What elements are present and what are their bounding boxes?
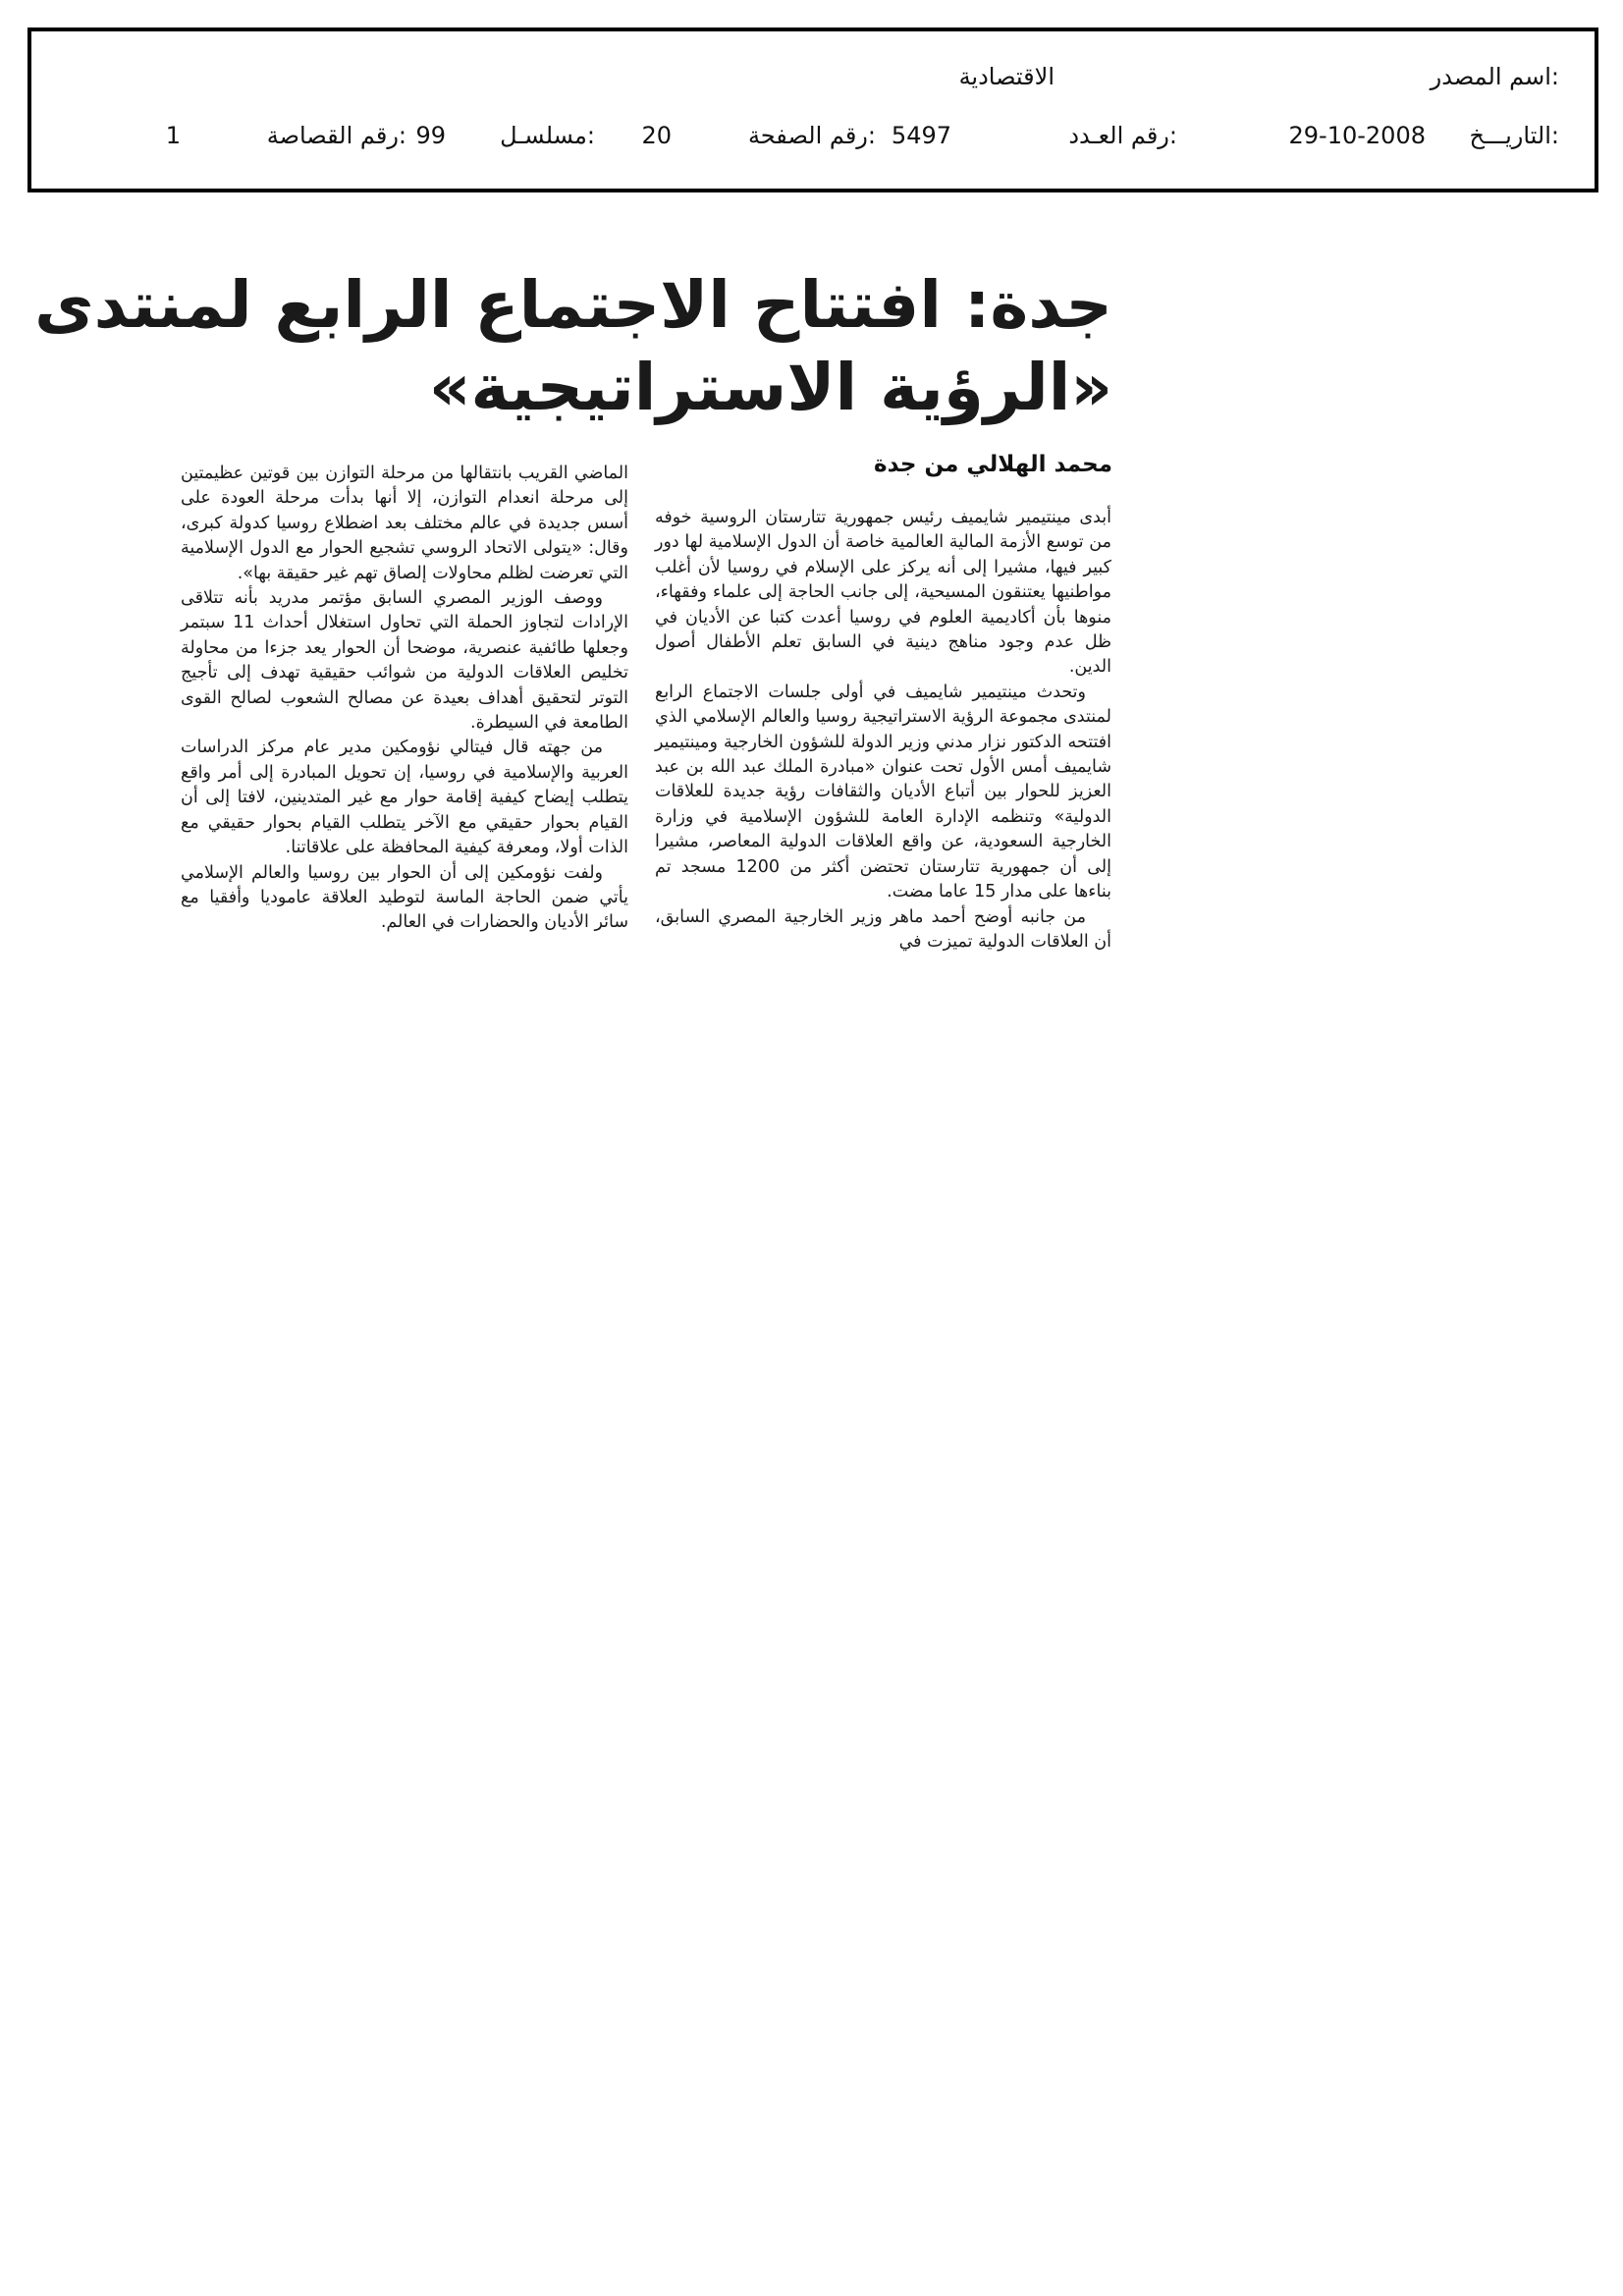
serial-value: 99 [415, 122, 446, 149]
paragraph: أبدى مينتيمير شايميف رئيس جمهورية تتارستان الروسية خوفه من توسع الأزمة المالية العالمية خاصة أن الدول الإسلامية لها دور كبير فيها، مشيرا إلى أنه يركز على الإسلام في روسيا لأن أغلب مواطنيها يعتنقون المسيحية، إلى جانب الحاجة إلى علماء وفقهاء، منوها بأن أكاديمية العلوم في روسيا أعدت كتبا عن الأديان في ظل عدم وجود مناهج دينية في السابق تعلم الأطفال أصول الدين. [655, 508, 1111, 678]
clipping-metadata-box [27, 27, 1598, 192]
issue-value: 5497 [891, 122, 951, 149]
date-value: 29-10-2008 [1288, 122, 1426, 149]
page-label: رقم الصفحة: [747, 122, 876, 149]
paragraph: ولفت نؤومكين إلى أن الحوار بين روسيا والعالم الإسلامي يأتي ضمن الحاجة الماسة لتوطيد العلاقة عاموديا وأفقيا مع سائر الأديان والحضارات في العالم. [181, 862, 628, 933]
paragraph: الماضي القريب بانتقالها من مرحلة التوازن بين قوتين عظيمتين إلى مرحلة انعدام التوازن، إلا أنها بدأت مرحلة العودة على أسس جديدة في عالم مختلف بعد اضطلاع روسيا كدولة كبرى، وقال: «يتولى الاتحاد الروسي تشجيع الحوار مع الدول الإسلامية التي تعرضت لظلم محاولات إلصاق تهم غير حقيقة بها». [181, 464, 628, 583]
article-byline: محمد الهلالي من جدة [874, 452, 1112, 477]
article-headline-line-2: «الرؤية الاستراتيجية» [428, 350, 1112, 425]
page-value: 20 [641, 122, 672, 149]
issue-label: رقم العـدد: [1068, 122, 1177, 149]
article-column-right [655, 506, 1111, 955]
date-label: التاريـــخ: [1469, 122, 1559, 149]
paragraph: ووصف الوزير المصري السابق مؤتمر مدريد بأنه تتلاقى الإرادات لتجاوز الحملة التي تحاول استغلال أحداث 11 سبتمر وجعلها طائفية عنصرية، موضحا أن الحوار يعد جزءا من محاولة تخليص العلاقات الدولية من شوائب حقيقية تهدف إلى تأجيج التوتر لتحقيق أهداف بعيدة عن مصالح الشعوب لصالح القوى الطامعة في السيطرة. [181, 588, 629, 734]
clip-number-value: 1 [165, 122, 181, 149]
source-label: اسم المصدر: [1430, 63, 1559, 90]
paragraph: من جانبه أوضح أحمد ماهر وزير الخارجية المصري السابق، أن العلاقات الدولية تميزت في [655, 906, 1111, 952]
source-value: الاقتصادية [958, 63, 1055, 90]
article-column-left [181, 462, 628, 936]
paragraph: وتحدث مينتيمير شايميف في أولى جلسات الاجتماع الرابع لمنتدى مجموعة الرؤية الاستراتيجية روسيا والعالم الإسلامي الذي افتتحه الدكتور نزار مدني وزير الدولة للشؤون الخارجية ومينتيمير شايميف أمس الأول تحت عنوان «مبادرة الملك عبد الله بن عبد العزيز للحوار بين أتباع الأديان والثقافات رؤية جديدة للعلاقات الدولية» وتنظمه الإدارة العامة للشؤون الإسلامية في وزارة الخارجية السعودية، عن واقع العلاقات الدولية المعاصر، مشيرا إلى أن جمهورية تتارستان تحتضن أكثر من 1200 مسجد تم بناءها على مدار 15 عاما مضت. [655, 682, 1111, 902]
paragraph: من جهته قال فيتالي نؤومكين مدير عام مركز الدراسات العربية والإسلامية في روسيا، إن تحويل المبادرة إلى أمر واقع يتطلب إيضاح كيفية إقامة حوار مع غير المتدينين، لافتا إلى أن القيام بحوار حقيقي مع الآخر يتطلب القيام بحوار حقيقي مع الذات أولا، ومعرفة كيفية المحافظة على علاقاتنا. [181, 738, 628, 858]
article-headline-line-1: جدة: افتتاح الاجتماع الرابع لمنتدى [34, 267, 1112, 343]
clip-number-label: رقم القصاصة: [266, 122, 406, 149]
serial-label: مسلسـل: [500, 122, 595, 149]
